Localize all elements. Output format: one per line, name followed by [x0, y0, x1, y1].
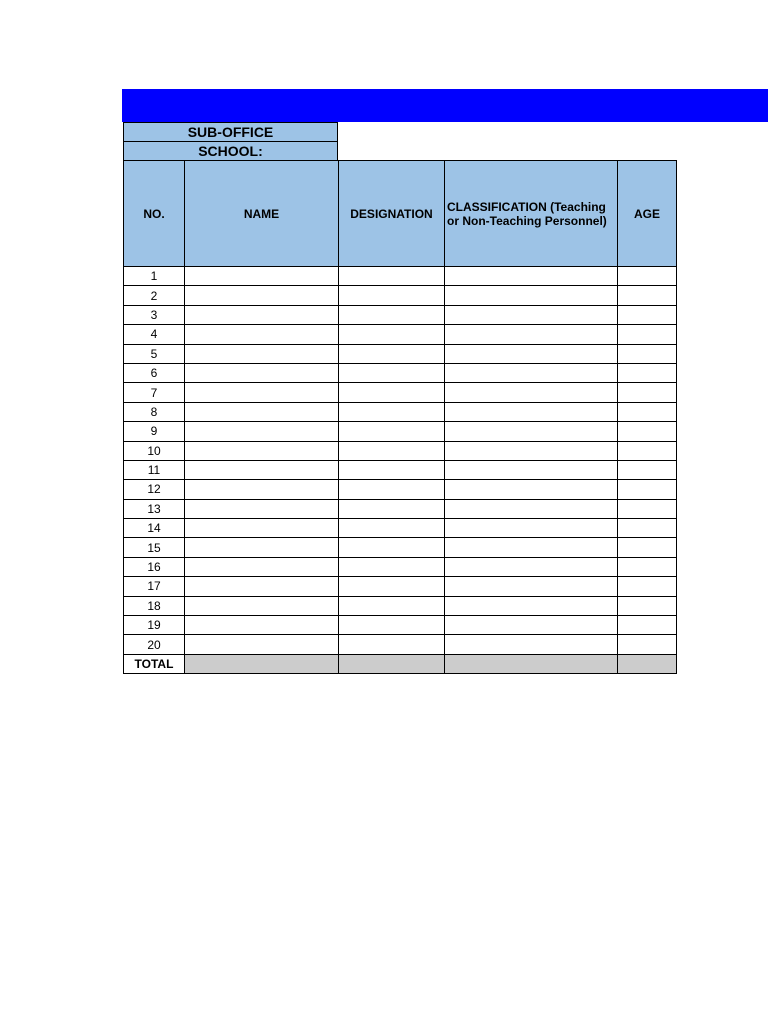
age-cell[interactable]	[618, 616, 677, 635]
classification-cell[interactable]	[445, 596, 618, 615]
age-cell[interactable]	[618, 519, 677, 538]
row-number: 10	[124, 441, 185, 460]
classification-cell[interactable]	[445, 519, 618, 538]
classification-cell[interactable]	[445, 616, 618, 635]
total-row	[124, 654, 677, 673]
header-age: AGE	[618, 161, 677, 267]
designation-cell[interactable]	[339, 460, 445, 479]
classification-cell[interactable]	[445, 422, 618, 441]
header-row	[124, 161, 677, 267]
name-cell[interactable]	[185, 460, 339, 479]
row-number: 19	[124, 616, 185, 635]
classification-cell[interactable]	[445, 363, 618, 382]
table-row	[124, 344, 677, 363]
name-cell[interactable]	[185, 286, 339, 305]
designation-cell[interactable]	[339, 286, 445, 305]
header-no: NO.	[124, 161, 185, 267]
classification-cell[interactable]	[445, 344, 618, 363]
row-number: 6	[124, 363, 185, 382]
classification-cell[interactable]	[445, 460, 618, 479]
total-label: TOTAL	[124, 654, 185, 673]
name-cell[interactable]	[185, 499, 339, 518]
classification-cell[interactable]	[445, 267, 618, 286]
name-cell[interactable]	[185, 635, 339, 654]
designation-cell[interactable]	[339, 305, 445, 324]
name-cell[interactable]	[185, 557, 339, 576]
classification-cell[interactable]	[445, 441, 618, 460]
sub-office-label: SUB-OFFICE	[123, 122, 338, 142]
row-number: 14	[124, 519, 185, 538]
table-row	[124, 557, 677, 576]
age-cell[interactable]	[618, 480, 677, 499]
age-cell[interactable]	[618, 344, 677, 363]
age-cell[interactable]	[618, 305, 677, 324]
table-row	[124, 460, 677, 479]
designation-cell[interactable]	[339, 402, 445, 421]
classification-cell[interactable]	[445, 635, 618, 654]
table-row	[124, 616, 677, 635]
designation-cell[interactable]	[339, 519, 445, 538]
classification-cell[interactable]	[445, 305, 618, 324]
header-name: NAME	[185, 161, 339, 267]
age-cell[interactable]	[618, 363, 677, 382]
designation-cell[interactable]	[339, 480, 445, 499]
name-cell[interactable]	[185, 422, 339, 441]
name-cell[interactable]	[185, 402, 339, 421]
name-cell[interactable]	[185, 538, 339, 557]
table-row	[124, 519, 677, 538]
row-number: 20	[124, 635, 185, 654]
classification-cell[interactable]	[445, 402, 618, 421]
row-number: 4	[124, 325, 185, 344]
age-cell[interactable]	[618, 635, 677, 654]
age-cell[interactable]	[618, 499, 677, 518]
designation-cell[interactable]	[339, 441, 445, 460]
age-cell[interactable]	[618, 538, 677, 557]
total-age-cell	[618, 654, 677, 673]
row-number: 9	[124, 422, 185, 441]
name-cell[interactable]	[185, 441, 339, 460]
designation-cell[interactable]	[339, 635, 445, 654]
name-cell[interactable]	[185, 480, 339, 499]
total-name-cell	[185, 654, 339, 673]
name-cell[interactable]	[185, 267, 339, 286]
name-cell[interactable]	[185, 596, 339, 615]
table-row	[124, 538, 677, 557]
classification-cell[interactable]	[445, 480, 618, 499]
age-cell[interactable]	[618, 325, 677, 344]
classification-cell[interactable]	[445, 499, 618, 518]
name-cell[interactable]	[185, 383, 339, 402]
classification-cell[interactable]	[445, 538, 618, 557]
table-row	[124, 441, 677, 460]
age-cell[interactable]	[618, 441, 677, 460]
row-number: 1	[124, 267, 185, 286]
table-body	[124, 267, 677, 674]
name-cell[interactable]	[185, 616, 339, 635]
header-classification: CLASSIFICATION (Teaching or Non-Teaching Personnel)	[445, 161, 618, 267]
total-classification-cell	[445, 654, 618, 673]
row-number: 12	[124, 480, 185, 499]
table-row	[124, 267, 677, 286]
row-number: 18	[124, 596, 185, 615]
designation-cell[interactable]	[339, 363, 445, 382]
designation-cell[interactable]	[339, 422, 445, 441]
personnel-table	[123, 160, 677, 674]
row-number: 2	[124, 286, 185, 305]
age-cell[interactable]	[618, 557, 677, 576]
row-number: 15	[124, 538, 185, 557]
age-cell[interactable]	[618, 402, 677, 421]
header-designation: DESIGNATION	[339, 161, 445, 267]
age-cell[interactable]	[618, 422, 677, 441]
designation-cell[interactable]	[339, 596, 445, 615]
designation-cell[interactable]	[339, 557, 445, 576]
row-number: 8	[124, 402, 185, 421]
table-row	[124, 286, 677, 305]
table-row	[124, 577, 677, 596]
age-cell[interactable]	[618, 577, 677, 596]
designation-cell[interactable]	[339, 538, 445, 557]
designation-cell[interactable]	[339, 616, 445, 635]
classification-cell[interactable]	[445, 557, 618, 576]
row-number: 7	[124, 383, 185, 402]
classification-cell[interactable]	[445, 286, 618, 305]
name-cell[interactable]	[185, 325, 339, 344]
title-banner	[122, 89, 768, 122]
table-row	[124, 635, 677, 654]
classification-cell[interactable]	[445, 383, 618, 402]
designation-cell[interactable]	[339, 499, 445, 518]
row-number: 5	[124, 344, 185, 363]
table-row	[124, 422, 677, 441]
name-cell[interactable]	[185, 344, 339, 363]
classification-cell[interactable]	[445, 325, 618, 344]
name-cell[interactable]	[185, 363, 339, 382]
designation-cell[interactable]	[339, 267, 445, 286]
age-cell[interactable]	[618, 596, 677, 615]
name-cell[interactable]	[185, 305, 339, 324]
table-row	[124, 499, 677, 518]
table-row	[124, 480, 677, 499]
table-row	[124, 383, 677, 402]
school-label: SCHOOL:	[123, 141, 338, 161]
designation-cell[interactable]	[339, 325, 445, 344]
classification-cell[interactable]	[445, 577, 618, 596]
age-cell[interactable]	[618, 286, 677, 305]
row-number: 16	[124, 557, 185, 576]
age-cell[interactable]	[618, 383, 677, 402]
name-cell[interactable]	[185, 519, 339, 538]
row-number: 11	[124, 460, 185, 479]
table-row	[124, 325, 677, 344]
designation-cell[interactable]	[339, 577, 445, 596]
table-row	[124, 305, 677, 324]
table-row	[124, 402, 677, 421]
table-row	[124, 363, 677, 382]
row-number: 3	[124, 305, 185, 324]
table-row	[124, 596, 677, 615]
total-designation-cell	[339, 654, 445, 673]
name-cell[interactable]	[185, 577, 339, 596]
designation-cell[interactable]	[339, 344, 445, 363]
designation-cell[interactable]	[339, 383, 445, 402]
row-number: 17	[124, 577, 185, 596]
age-cell[interactable]	[618, 267, 677, 286]
age-cell[interactable]	[618, 460, 677, 479]
row-number: 13	[124, 499, 185, 518]
